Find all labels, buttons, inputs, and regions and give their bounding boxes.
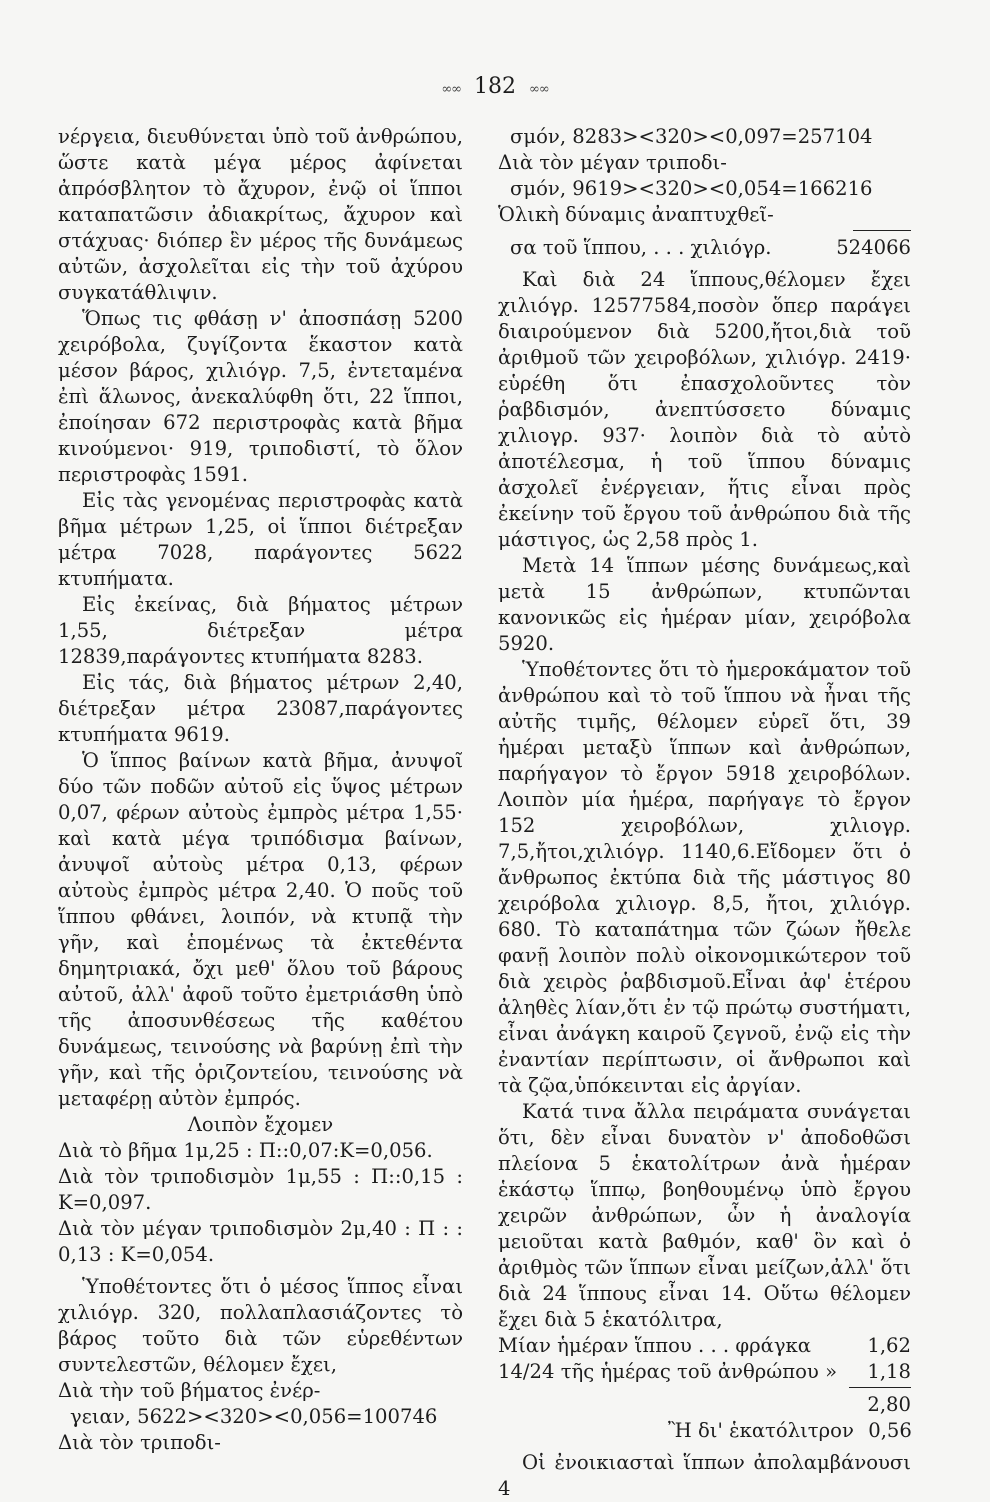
per-hectolitre-row: [498, 1418, 911, 1444]
cost-total: 2,80: [867, 1393, 911, 1416]
ornament-left-icon: ∞∞: [441, 82, 461, 97]
subheading: Λοιπὸν ἔχομεν: [187, 1113, 334, 1136]
per-hectolitre-value: 0,56: [868, 1419, 912, 1442]
formula-line: Διὰ τὸ βῆμα 1μ,25 : Π::0,07:Κ=0,056.: [58, 1139, 433, 1162]
calc-line: γειαν, 5622><320><0,056=100746: [70, 1405, 438, 1428]
paragraph: Εἰς τὰς γενομένας περιστροφὰς κατὰ βῆμα μέτρων 1,25, οἱ ἵπποι διέτρεξαν μέτρα 7028, παράγοντες 5622 κτυπήματα.: [58, 489, 463, 590]
sum-rule: [853, 230, 911, 231]
calc-total-value: 524066: [836, 236, 911, 259]
cost-label: 14/24 τῆς ἡμέρας τοῦ ἀνθρώπου »: [498, 1360, 838, 1383]
calc-line: σμόν, 8283><320><0,097=257104: [510, 125, 873, 148]
paragraph: Κατά τινα ἄλλα πειράματα συνάγεται ὅτι, δὲν εἶναι δυνατὸν ν' ἀποδοθῶσι πλείονα 5 ἑκατολίτρων ἀνὰ ἡμέραν ἑκάστῳ ἵππῳ, βοηθουμένῳ ὑπὸ ἔργου χειρῶν ἀνθρώπων, ὧν ἡ ἀναλογία μειοῦται κατὰ βαθμόν, καθ' ὃν καὶ ὁ ἀριθμὸς τῶν ἵππων εἶναι μείζων,ἀλλ' ὅτι διὰ 24 ἵππους εἶναι 14. Οὕτω θέλομεν ἔχει διὰ 5 ἑκατόλιτρα,: [498, 1100, 911, 1331]
calc-line: Διὰ τὸν τριποδι-: [58, 1431, 221, 1454]
paragraph: Ὑποθέτοντες ὅτι τὸ ἡμεροκάματον τοῦ ἀνθρώπου καὶ τὸ τοῦ ἵππου νὰ ἦναι τῆς αὐτῆς τιμῆς, θέλομεν εὑρεῖ ὅτι, 39 ἡμέραι μεταξὺ ἵππων καὶ ἀνθρώπων, παρήγαγον τὸ ἔργον 5918 χειροβόλων. Λοιπὸν μία ἡμέρα, παρήγαγε τὸ ἔργον 152 χειροβόλων, χιλιογρ. 7,5,ἤτοι,χιλιόγρ. 1140,6.Εἴδομεν ὅτι ὁ ἄνθρωπος ἐκτύπα διὰ τῆς μάστιγος 80 χειρόβολα χιλιογρ. 8,5, ἤτοι, χιλιόγρ. 680. Τὸ καταπάτημα τῶν ζώων ἤθελε φανῇ λοιπὸν πολὺ οἰκονομικώτερον τοῦ διὰ χειρὸς ῥαβδισμοῦ.Εἶναι ἀφ' ἑτέρου ἀληθὲς λίαν,ὅτι ἐν τῷ πρώτῳ συστήματι, εἶναι ἀνάγκη καιροῦ ζεγνοῦ, ἐνῷ εἰς τὴν ἐναντίαν περίπτωσιν, οἱ ἄνθρωποι καὶ τὰ ζῷα,ὑπόκεινται εἰς ἀργίαν.: [498, 658, 911, 1097]
right-column: [498, 124, 911, 1502]
ornament-right-icon: ∞∞: [529, 82, 549, 97]
calc-total-row: [498, 235, 911, 261]
cost-value: 1,18: [867, 1360, 911, 1383]
cost-label: Μίαν ἡμέραν ἵππου . . . φράγκα: [498, 1334, 812, 1357]
paragraph: Καὶ διὰ 24 ἵππους,θέλομεν ἔχει χιλιόγρ. 12577584,ποσὸν ὅπερ παράγει διαιρούμενον διὰ 5200,ἤτοι,διὰ τοῦ ἀριθμοῦ τῶν χειροβόλων, χιλιόγρ. 2419· εὑρέθη ὅτι ἐπασχολοῦντες τὸν ῥαβδισμόν, ἀνεπτύσσετο δύναμις χιλιογρ. 937· λοιπὸν διὰ τὸ αὐτὸ ἀποτέλεσμα, ἡ τοῦ ἵππου δύναμις ἀσχολεῖ ἐνέργειαν, ἥτις εἶναι πρὸς ἐκείνην τοῦ ἔργου τοῦ ἀνθρώπου διὰ τῆς μάστιγος, ὡς 2,58 πρὸς 1.: [498, 268, 911, 551]
paragraph: Ὁ ἵππος βαίνων κατὰ βῆμα, ἀνυψοῖ δύο τῶν ποδῶν αὐτοῦ εἰς ὕψος μέτρων 0,07, φέρων αὐτοὺς ἐμπρὸς μέτρα 1,55· καὶ κατὰ μέγα τριπόδισμα βαίνων, ἀνυψοῖ αὐτοὺς μέτρα 0,13, φέρων αὐτοὺς ἐμπρὸς μέτρα 2,40. Ὁ ποῦς τοῦ ἵππου φθάνει, λοιπόν, νὰ κτυπᾷ τὴν γῆν, καὶ ἑπομένως τὰ ἐκτεθέντα δημητριακά, ὄχι μεθ' ὅλου τοῦ βάρους αὐτοῦ, ἀλλ' ἀφοῦ τοῦτο ἐμετριάσθη ὑπὸ τῆς ἀποσυνθέσεως τῆς καθέτου δυνάμεως, τεινούσης νὰ βαρύνῃ ἐπὶ τὴν γῆν, καὶ τῆς ὁριζοντείου, τεινούσης νὰ μεταφέρῃ αὐτὸν ἐμπρός.: [58, 749, 463, 1110]
cost-row: [498, 1359, 911, 1385]
cost-row: [498, 1333, 911, 1359]
left-column: [58, 124, 463, 1456]
calc-total-label: σα τοῦ ἵππου, . . . χιλιόγρ.: [510, 236, 772, 259]
formula-line: Διὰ τὸν μέγαν τριποδισμὸν 2μ,40 : Π : : 0,13 : Κ=0,054.: [58, 1217, 463, 1266]
paragraph: Εἰς ἐκείνας, διὰ βήματος μέτρων 1,55, διέτρεξαν μέτρα 12839,παράγοντες κτυπήματα 8283.: [58, 593, 463, 668]
cost-total-row: [498, 1392, 911, 1418]
paragraph: νέργεια, διευθύνεται ὑπὸ τοῦ ἀνθρώπου, ὥστε κατὰ μέγα μέρος ἀφίνεται ἀπρόσβλητον τὸ ἄχυρον, ἐνῷ οἱ ἵπποι καταπατῶσιν ἀδιακρίτως, ἄχυρον καὶ στάχυας· διόπερ ἓν μέρος τῆς δυνάμεως αὐτῶν, ἀσχολεῖται εἰς τὴν τοῦ ἀχύρου συγκατάθλιψιν.: [58, 125, 463, 304]
page-number: 182: [474, 74, 516, 99]
sum-rule: [849, 1387, 911, 1388]
formula-line: Διὰ τὸν τριποδισμὸν 1μ,55 : Π::0,15 : Κ=0,097.: [58, 1165, 463, 1214]
calc-line: Ὁλικὴ δύναμις ἀναπτυχθεῖ-: [498, 203, 774, 226]
paragraph: Οἱ ἐνοικιασταὶ ἵππων ἀπολαμβάνουσι 4: [498, 1451, 911, 1500]
page-header: [0, 74, 990, 99]
paragraph: Εἰς τάς, διὰ βήματος μέτρων 2,40, διέτρεξαν μέτρα 23087,παράγοντες κτυπήματα 9619.: [58, 671, 463, 746]
paragraph: Ὅπως τις φθάσῃ ν' ἀποσπάσῃ 5200 χειρόβολα, ζυγίζοντα ἕκαστον κατὰ μέσον βάρος, χιλιόγρ. 7,5, ἐντεταμένα ἐπὶ ἅλωνος, ἀνεκαλύφθη ὅτι, 22 ἵπποι, ἐποίησαν 672 περιστροφὰς κατὰ βῆμα κινούμενοι· 919, τριποδιστί, τὸ ὅλον περιστροφὰς 1591.: [58, 307, 463, 486]
calc-line: σμόν, 9619><320><0,054=166216: [510, 177, 873, 200]
paragraph: Μετὰ 14 ἵππων μέσης δυνάμεως,καὶ μετὰ 15 ἀνθρώπων, κτυπῶνται κανονικῶς εἰς ἡμέραν μίαν, χειρόβολα 5920.: [498, 554, 911, 655]
calc-line: Διὰ τὸν μέγαν τριποδι-: [498, 151, 727, 174]
paragraph: Ὑποθέτοντες ὅτι ὁ μέσος ἵππος εἶναι χιλιόγρ. 320, πολλαπλασιάζοντες τὸ βάρος τοῦτο διὰ τῶν εὑρεθέντων συντελεστῶν, θέλομεν ἔχει,: [58, 1275, 463, 1376]
cost-value: 1,62: [867, 1334, 911, 1357]
calc-line: Διὰ τὴν τοῦ βήματος ἐνέρ-: [58, 1379, 321, 1402]
per-hectolitre-label: Ἢ δι' ἑκατόλιτρον: [668, 1419, 854, 1442]
